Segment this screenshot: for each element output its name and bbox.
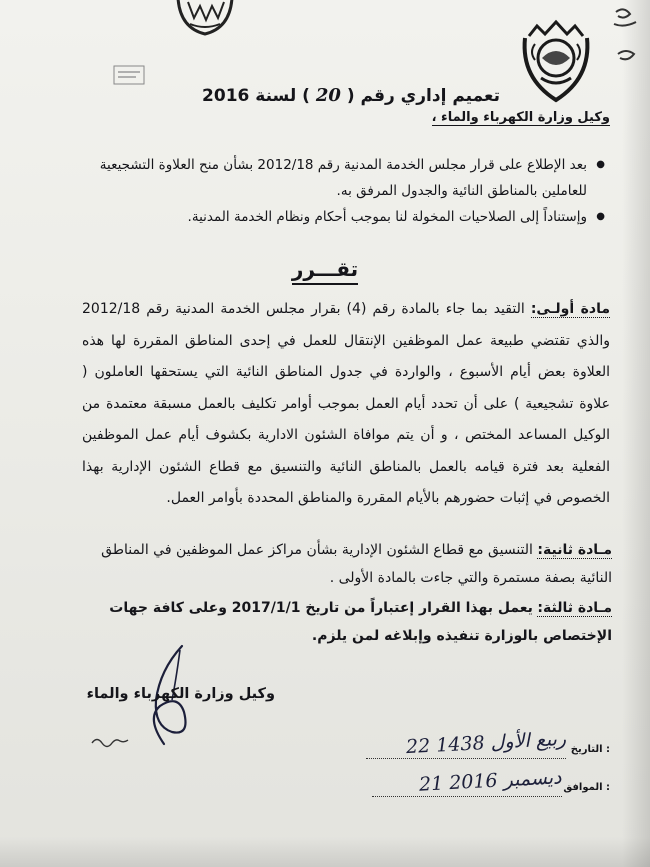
faint-stamp-icon	[112, 62, 148, 88]
hijri-date-label: التاريخ :	[570, 744, 610, 755]
gregorian-date-underline	[372, 796, 562, 797]
article-label: مـادة ثالثة:	[537, 600, 612, 616]
signatory-title-text: وكيل وزارة الكهرباء والماء	[86, 686, 275, 702]
article-label: مادة أولـى:	[530, 301, 611, 317]
addressee-line	[360, 110, 610, 125]
circular-title	[200, 85, 500, 106]
hijri-date-value: 22 ربيع الأول 1438	[405, 727, 567, 759]
initials-scribble-icon	[90, 734, 130, 748]
article-label: مـادة ثانية:	[537, 542, 612, 558]
article-second	[70, 536, 612, 592]
hijri-date-row	[330, 727, 610, 762]
preamble-list	[70, 152, 605, 230]
gregorian-date-row	[330, 766, 610, 800]
article-text: يعمل بهذا القرار إعتباراً من تاريخ 2017/1/1 وعلى كافة جهات الإختصاص بالوزارة تنفيذه وإبلاغه لمن يلزم.	[109, 600, 612, 644]
article-text: التقيد بما جاء بالمادة رقم (4) بقرار مجلس الخدمة المدنية رقم 2012/18 والذي تقتضي طبيعة عمل الموظفين الإنتقال للعمل في إحدى المناطق المقررة لها هذه العلاوة بعض أيام الأسبوع ، والواردة في جدول المناطق النائية التي يستحقها العاملون ( علاوة تشجيعية ) على أن تحدد أيام العمل بموجب أوامر تكليف بالعمل مسبقة معتمدة من الوكيل المساعد المختص ، و أن يتم موافاة الشئون الادارية بكشوف أيام عمل الموظفين الفعلية بعد فترة قيامه بالعمل بالمناطق النائية والتنسيق مع قطاع الشئون الإدارية بهذا الخصوص في إثبات حضورهم بالأيام المقررة والمناطق المحددة بأوامر العمل.	[82, 301, 610, 506]
decision-heading-text: تقـــرر	[292, 257, 358, 285]
corner-handwriting-icon	[606, 4, 646, 84]
article-first	[82, 294, 610, 515]
preamble-item: ● بعد الإطلاع على قرار مجلس الخدمة المدنية رقم 2012/18 بشأن منح العلاوة التشجيعية للعاملين بالمناطق النائية والجدول المرفق به.	[70, 152, 605, 204]
page-edge	[0, 837, 650, 867]
addressee-text: وكيل وزارة الكهرباء والماء ،	[431, 110, 610, 125]
article-text: التنسيق مع قطاع الشئون الإدارية بشأن مراكز عمل الموظفين في المناطق النائية بصفة مستمرة والتي جاءت بالمادة الأولى .	[101, 542, 612, 586]
preamble-item: ● وإستناداً إلى الصلاحيات المخولة لنا بموجب أحكام ونظام الخدمة المدنية.	[70, 204, 605, 230]
partial-logo-icon	[170, 0, 240, 38]
circular-title-suffix: ) لسنة 2016	[202, 86, 310, 106]
gregorian-date-label: الموافق :	[563, 782, 610, 793]
signatory-title	[35, 686, 275, 702]
gregorian-date-value: 21 ديسمبر 2016	[418, 766, 563, 796]
page-shadow	[622, 0, 650, 867]
decision-heading	[270, 257, 380, 281]
circular-title-prefix: تعميم إداري رقم (	[346, 86, 500, 106]
circular-number: 20	[315, 85, 341, 106]
ministry-emblem-icon	[515, 18, 597, 104]
hijri-date-underline	[366, 758, 566, 759]
